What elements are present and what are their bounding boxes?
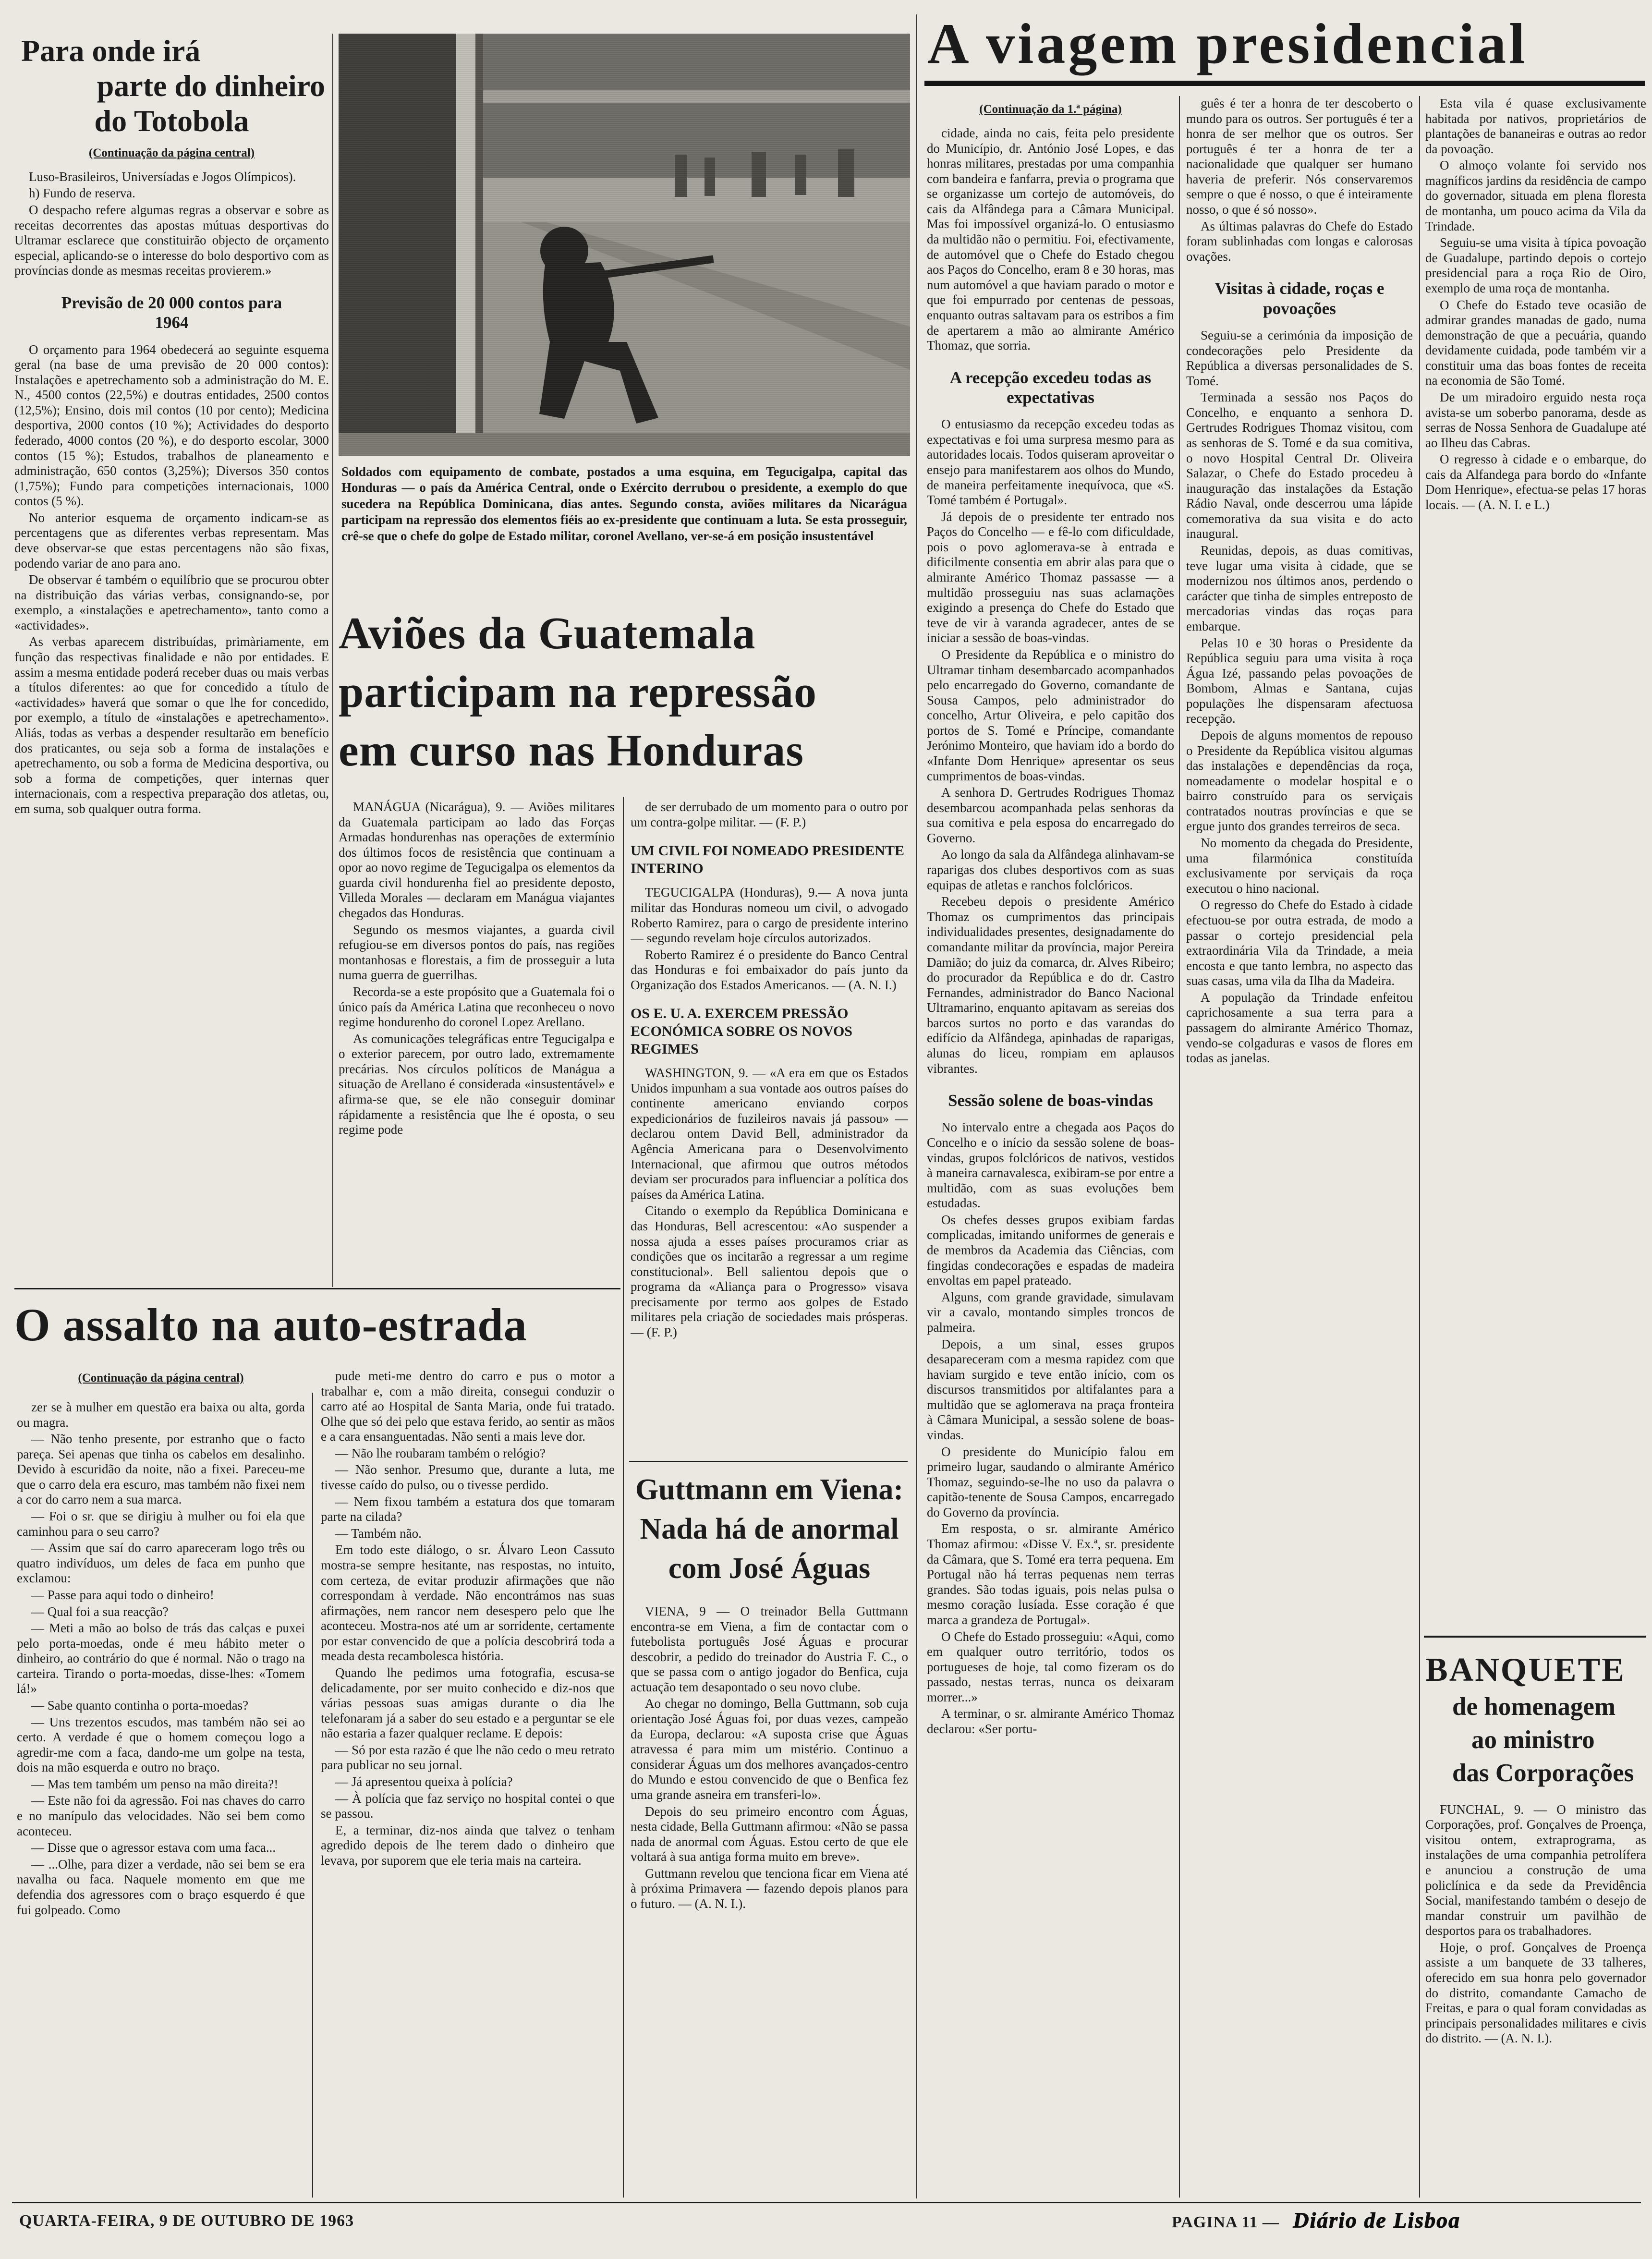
section-rule (629, 1461, 908, 1462)
paragraph: Já depois de o presidente ter entrado nos Paços do Concelho — e fê-lo com dificuldade, pois o povo aglomerava-se à entrada e dificilmente consentia em abrir alas para que o almirante Américo Thomaz passasse — a multidão prosseguiu nas suas aclamações exigindo a presença do Chefe do Estado que teve de vir à varanda agradecer, antes de se iniciar a sessão de boas-vindas. (927, 509, 1174, 645)
article-body (321, 1369, 615, 1869)
avioes-headline (339, 604, 910, 780)
paragraph: De observar é também o equilíbrio que se procurou obter na distribuição das várias verbas, consignando-se, por exemplo, a «instalações e apetrechamento», tanto como a «actividades». (14, 572, 329, 632)
article-body (1425, 96, 1646, 513)
headline-line: Nada há de anormal (640, 1512, 899, 1545)
paragraph: — ...Olhe, para dizer a verdade, não sei bem se era navalha ou faca. Naquele momento em que me defendia dos agressores com o braço esquerdo é que fui golpeado. Como (17, 1857, 305, 1917)
paragraph: O Chefe do Estado prosseguiu: «Aqui, como em qualquer outro território, todos os portugueses de hoje, tal como fizeram os do passado, nestas terras, nunca os deixaram morrer...» (927, 1629, 1174, 1704)
paragraph: — Foi o sr. que se dirigiu à mulher ou foi ela que caminhou para o seu carro? (17, 1509, 305, 1539)
paragraph: — Já apresentou queixa à polícia? (335, 1774, 513, 1789)
guttmann-headline (631, 1470, 908, 1588)
headline-line: em curso nas Honduras (339, 726, 804, 776)
paragraph: Em resposta, o sr. almirante Américo Thomaz afirmou: «Disse V. Ex.ª, sr. presidente da Câmara, que S. Tomé era terra pequena. Em Portugal não há terras pequenas nem terras grandes. São todas iguais, pois nelas pulsa o mesmo coração lusíada. Esse coração é que marca a grandeza de Portugal». (927, 1521, 1174, 1627)
paragraph: guês é ter a honra de ter descoberto o mundo para os outros. Ser português é ter a honra de ser melhor que os outros. Ser português é ter a honra de ter a nacionalidade que qualquer ser humano haveria de preferir. Nós conservaremos sempre o que é nosso, o que é inteiramente nosso, o que é só nosso». (1186, 96, 1413, 217)
article-body (631, 1066, 908, 1340)
paragraph: — Este não foi da agressão. Foi nas chaves do carro e no manípulo das velocidades. Não sei bem como aconteceu. (17, 1793, 305, 1838)
article-body (1186, 96, 1413, 264)
column-rule (1179, 96, 1180, 2198)
paragraph: zer se à mulher em questão era baixa ou alta, gorda ou magra. (17, 1400, 305, 1430)
article-banquete (1425, 1650, 1646, 2192)
paragraph: O orçamento para 1964 obedecerá ao seguinte esquema geral (na base de uma previsão de 20 000 contos): Instalações e apetrechamento sob a administração do M. E. N., 4500 contos (22,5%) e doutras entidades, 2500 contos (12,5%); Ensino, dois mil contos (10 por cento); Medicina desportiva, 2000 contos (10 %); Actividades do desporto federado, 4000 contos (20 %), e do desporto escolar, 3000 contos (15 %); Estudos, trabalhos de planeamento e administração, 650 contos (3,25%); Diversos 350 contos (1,75%); Fundo para competições internacionais, 1000 contos (5 %). (14, 342, 329, 509)
article-body (14, 170, 329, 279)
continuation-note: (Continuação da 1.ª página) (979, 103, 1122, 116)
assalto-column-2 (321, 1369, 615, 2192)
paragraph: No intervalo entre a chegada aos Paços do Concelho e o início da sessão solene de boas-vindas, grupos folclóricos de nativos, vestidos à maneira carnavalesca, exibiram-se por entre a multidão, com as suas evoluções bem estudadas. (927, 1120, 1174, 1211)
article-body (1186, 328, 1413, 1066)
paragraph: Ao longo da sala da Alfândega alinhavam-se raparigas dos clubes desportivos com as suas equipas de atletas e ranchos folclóricos. (927, 847, 1174, 892)
banquete-headline (1425, 1650, 1646, 1790)
paragraph: — Passe para aqui todo o dinheiro! (31, 1587, 214, 1602)
guttmann-article (631, 1604, 908, 2192)
paragraph: A população da Trindade enfeitou caprichosamente a sua terra para a passagem do almirante Américo Thomaz, vendo-se colgaduras e vasos de flores em todas as janelas. (1186, 990, 1413, 1066)
column-rule (623, 797, 624, 2198)
headline-line: do Totobola (94, 103, 249, 138)
paragraph: Quando lhe pedimos uma fotografia, escusa-se delicadamente, por ser muito conhecido e diz-nos que várias pessoas suas amigas durante o dia lhe telefonaram já a saber do seu estado e a perguntar se ele não estaria a fazer qualquer reclame. E depois: (321, 1665, 615, 1741)
paragraph: Terminada a sessão nos Paços do Concelho, e enquanto a senhora D. Gertrudes Rodrigues Thomaz visitou, com as senhoras de S. Tomé e da sua comitiva, o novo Hospital Central Dr. Oliveira Salazar, o Chefe do Estado procedeu à inauguração das instalações da Estação Rádio Naval, onde descerrou uma lápide comemorativa da sua visita e do acto inaugural. (1186, 390, 1413, 541)
article-body (17, 1400, 305, 1918)
article-body (631, 1604, 908, 1912)
column-rule (312, 1393, 313, 2198)
continuation-note: (Continuação da página central) (78, 1372, 244, 1385)
headline-line: participam na repressão (339, 667, 817, 717)
subhead-visitas: Visitas à cidade, roças e povoações (1215, 279, 1385, 318)
assalto-headline: O assalto na auto-estrada (14, 1299, 527, 1350)
headline-line: de homenagem (1452, 1693, 1616, 1721)
continuation-note: (Continuação da página central) (88, 146, 255, 159)
paragraph: — Também não. (335, 1526, 422, 1541)
footer-rule (12, 2202, 1641, 2203)
photo-block (339, 34, 910, 544)
footer-right-group (1172, 2207, 1460, 2233)
paragraph: TEGUCIGALPA (Honduras), 9.— A nova junta militar das Honduras nomeou um civil, o advogado Roberto Ramirez, para o cargo de presidente interino — segundo revelam hoje círculos autorizados. (631, 885, 908, 946)
photo-caption: Soldados com equipamento de combate, postados a uma esquina, em Tegucigalpa, capital das Honduras — o país da América Central, onde o Exército derrubou o presidente, a exemplo do que sucedera na República Dominicana, dias antes. Segundo consta, aviões militares da Nicarágua participam na repressão dos elementos fiéis ao ex-presidente que continuam a luta. Se esta prosseguir, crê-se que o chefe do golpe de Estado militar, coronel Avellano, ver-se-á em posição insustentável (341, 464, 907, 543)
footer-date: QUARTA-FEIRA, 9 DE OUTUBRO DE 1963 (19, 2212, 354, 2230)
section-rule (1424, 1636, 1646, 1638)
paragraph: A senhora D. Gertrudes Rodrigues Thomaz desembarcou acompanhada pelas senhoras da sua comitiva e pela esposa do encarregado do Governo. (927, 785, 1174, 845)
totobola-headline (14, 34, 329, 139)
article-body (631, 800, 908, 830)
paragraph: Luso-Brasileiros, Universíadas e Jogos Olímpicos). (29, 169, 296, 184)
paragraph: cidade, ainda no cais, feita pelo presidente do Município, dr. António José Lopes, e das honras militares, prestadas por uma companhia com bandeira e fanfarra, previa o programa que se organizasse um cortejo de automóveis, do cais da Alfândega para a Câmara Municipal. Mas foi impossível organizá-lo. O entusiasmo da multidão não o permitiu. Foi, efectivamente, de automóvel que o Chefe do Estado chegou aos Paços do Concelho, eram 8 e 30 horas, mas num automóvel a que haviam parado o motor e que foi empurrado por centenas de pessoas, enquanto outras saltavam para os estribos a fim de apertarem a mão ao almirante Américo Thomaz, que sorria. (927, 126, 1174, 353)
article-body (1425, 1802, 1646, 2046)
paragraph: O Presidente da República e o ministro do Ultramar tinham desembarcado acompanhados pelo encarregado do Governo, comandante de Sousa Campos, pelo administrador do concelho, Artur Oliveira, e pelo capitão dos portos de S. Tomé e Príncipe, comandante Jerónimo Monteiro, que haviam ido a bordo do «Infante Dom Henrique» apresentar os seus cumprimentos de boas-vindas. (927, 647, 1174, 783)
article-body (631, 885, 908, 993)
newspaper-nameplate: Diário de Lisboa (1292, 2208, 1460, 2232)
paragraph: Recebeu depois o presidente Américo Thomaz os cumprimentos das principais individualidades presentes, designadamente do comandante militar da província, major Pereira Damião; do juiz da comarca, dr. Alves Ribeiro; do procurador da República e do dr. Castro Fernandes, administrador do Banco Nacional Ultramarino, enquanto apitavam as sereias dos barcos surtos no porto e das varandas do edifício da Alfândega, apinhadas de raparigas, alunas do liceu, rompiam em aplausos vibrantes. (927, 894, 1174, 1076)
paragraph: Esta vila é quase exclusivamente habitada por nativos, proprietários de plantações de bananeiras e outras ao redor da povoação. (1425, 96, 1646, 156)
headline-line: Para onde irá (21, 34, 201, 68)
paragraph: — Nem fixou também a estatura dos que tomaram parte na cilada? (321, 1494, 615, 1524)
paragraph: E, a terminar, diz-nos ainda que talvez o tenham agredido depois de lhe terem dado o dinheiro que levava, por suporem que ele teria mais na carteira. (321, 1822, 615, 1868)
paragraph: WASHINGTON, 9. — «A era em que os Estados Unidos impunham a sua vontade aos outros países do continente americano enviando corpos expedicionários de fuzileiros navais já passou» — declarou ontem David Bell, administrador da Agência Americana para o Desenvolvimento Internacional, que afirmou que outros métodos deviam ser procurados para influenciar a política dos países da América Latina. (631, 1066, 908, 1202)
paragraph: Recorda-se a este propósito que a Guatemala foi o único país da América Latina que reconheceu o novo regime hondurenho do coronel Lopez Arellano. (339, 984, 615, 1030)
subhead-sessao-solene: Sessão solene de boas-vindas (948, 1091, 1153, 1110)
paragraph: O presidente do Município falou em primeiro lugar, saudando o almirante Américo Thomaz, seguindo-se-lhe no uso da palavra o capitão-tenente de Sousa Campos, encarregado do Governo da província. (927, 1444, 1174, 1519)
paragraph: Reunidas, depois, as duas comitivas, teve lugar uma visita à cidade, que se modernizou nos últimos anos, perdendo o carácter que tinha de simples entreposto de mercadorias vindas das roças para embarque. (1186, 543, 1413, 633)
paragraph: O regresso à cidade e o embarque, do cais da Alfandega para bordo do «Infante Dom Henrique», efectua-se pelas 17 horas locais. — (A. N. I. e L.) (1425, 452, 1646, 512)
paragraph: O regresso do Chefe do Estado à cidade efectuou-se por outra estrada, de modo a passar o cortejo presidencial pela extraordinária Vila da Trindade, a meia encosta e que tanto lembra, no aspecto das suas casas, uma vila da Ilha da Madeira. (1186, 898, 1413, 988)
paragraph: A terminar, o sr. almirante Américo Thomaz declarou: «Ser portu- (927, 1706, 1174, 1736)
article-body (927, 1120, 1174, 1737)
paragraph: Segundo os mesmos viajantes, a guarda civil refugiou-se em diversos pontos do país, nas regiões montanhosas e florestais, a fim de prosseguir a luta numa guerra de guerrilhas. (339, 922, 615, 983)
photo-illustration (339, 34, 910, 456)
paragraph: Roberto Ramirez é o presidente do Banco Central das Honduras e foi embaixador do país junto da Organização dos Estados Americanos. — (A. N. I.) (631, 947, 908, 992)
paragraph: Seguiu-se a cerimónia da imposição de condecorações pelo Presidente da República a diversas personalidades de S. Tomé. (1186, 328, 1413, 388)
paragraph: — Qual foi a sua reacção? (31, 1604, 169, 1619)
paragraph: Alguns, com grande gravidade, simulavam vir a cavalo, montando simples troncos de palmeira. (927, 1289, 1174, 1335)
paragraph: VIENA, 9 — O treinador Bella Guttmann encontra-se em Viena, a fim de contactar com o futebolista português José Águas e procurar descobrir, a pedido do treinador do Austria F. C., o que se passa com o antigo jogador do Benfica, cuja actuação tem desapontado o seu novo clube. (631, 1604, 908, 1694)
paragraph: FUNCHAL, 9. — O ministro das Corporações, prof. Gonçalves de Proença, visitou ontem, extraprograma, as instalações de uma companhia petrolífera e anunciou a construção de uma policlínica e da sede da Previdência Social, manifestando também o desejo de mandar construir um pavilhão de desportos para os trabalhadores. (1425, 1802, 1646, 1938)
column-rule (1419, 96, 1420, 2198)
headline-line: BANQUETE (1425, 1652, 1626, 1688)
viagem-headline: A viagem presidencial (924, 13, 1645, 86)
paragraph: Em todo este diálogo, o sr. Álvaro Leon Cassuto mostra-se sempre hesitante, nas respostas, no intuito, com certeza, de evitar produzir afirmações que não correspondam à verdade. Não encontrámos nas suas afirmações, nem rancor nem desespero pelo que lhe aconteceu. Mostra-nos até um ar sorridente, certamente por estar convencido de que a polícia descobrirá toda a meada desta recambolesca história. (321, 1542, 615, 1664)
paragraph: As verbas aparecem distribuídas, primàriamente, em função das respectivas finalidade e não por entidades. E assim a mesma entidade poderá receber duas ou mais verbas a títulos diferentes: ao que for concedido a título de «actividades» haverá que somar o que lhe for concedido, por exemplo, a título de «instalações e apetrechamento». Aliás, todas as verbas a despender resultarão em benefício dos praticantes, ou seja sob a forma de instalações e apetrechamento, ou sob a forma de Medicina desportiva, ou sob a forma de competições, quer internas quer internacionais, com a respectiva preparação dos atletas, ou, em suma, sob qualquer outra forma. (14, 634, 329, 816)
photo-honduras-soldier (339, 34, 910, 456)
subhead-eua-pressao: OS E. U. A. EXERCEM PRESSÃO ECONÓMICA SOBRE OS NOVOS REGIMES (631, 1006, 852, 1057)
paragraph: Hoje, o prof. Gonçalves de Proença assiste a um banquete de 33 talheres, oferecido em sua honra pelo governador do distrito, comandante Camacho de Freitas, e para o qual foram convidadas as principais personalidades militares e civis do distrito. — (A. N. I.). (1425, 1940, 1646, 2046)
paragraph: No momento da chegada do Presidente, uma filarmónica constituída exclusivamente por serviçais da roça executou o hino nacional. (1186, 836, 1413, 896)
paragraph: O entusiasmo da recepção excedeu todas as expectativas e foi uma surpresa mesmo para as autoridades locais. Todos quiseram aproveitar o ensejo para manifestarem aos olhos do Mundo, de maneira perfeitamente inequívoca, que «S. Tomé também é Portugal». (927, 417, 1174, 508)
paragraph: O almoço volante foi servido nos magníficos jardins da residência de campo do governador, situada em plena floresta de montanha, um pouco acima da Vila da Trindade. (1425, 158, 1646, 233)
article-body (927, 417, 1174, 1076)
paragraph: — Mas tem também um penso na mão direita?! (31, 1776, 279, 1791)
section-rule (14, 1288, 620, 1289)
headline-line: com José Águas (668, 1552, 871, 1585)
article-body (14, 342, 329, 817)
paragraph: — Disse que o agressor estava com uma faca... (31, 1840, 276, 1855)
paragraph: Seguiu-se uma visita à típica povoação de Guadalupe, partindo depois o cortejo presidencial para a roça Rio de Oiro, exemplo de uma roça de montanha. (1425, 235, 1646, 295)
paragraph: O despacho refere algumas regras a observar e sobre as receitas decorrentes das apostas mútuas desportivas do Ultramar esclarece que constituirão objecto de orçamento especial, aplicando-se o interesse do bolo desportivo com as províncias donde as mesmas receitas provierem.» (14, 203, 329, 278)
viagem-column-2 (1186, 96, 1413, 2191)
headline-line: Guttmann em Viena: (635, 1473, 903, 1506)
subhead-previsao: Previsão de 20 000 contos para 1964 (61, 293, 282, 332)
article-body (339, 800, 615, 1138)
paragraph: — Não lhe roubaram também o relógio? (335, 1445, 546, 1460)
column-rule (916, 14, 917, 2198)
paragraph: — Uns trezentos escudos, mas também não sei ao certo. A verdade é que o homem começou logo a agredir-me com a faca, dando-me um golpe na testa, dois na mão esquerda e outro no braço. (17, 1714, 305, 1775)
avioes-column-1 (339, 800, 615, 1282)
paragraph: — Não tenho presente, por estranho que o facto pareça. Sei apenas que tinha os cabelos em desalinho. Devido à escuridão da noite, não a fixei. Pareceu-me que o carro dela era escuro, mas também não fixei nem a cor do carro nem a sua marca. (17, 1432, 305, 1507)
subhead-civil-presidente: UM CIVIL FOI NOMEADO PRESIDENTE INTERINO (631, 843, 905, 876)
paragraph: MANÁGUA (Nicarágua), 9. — Aviões militares da Guatemala participam ao lado das Forças Armadas hondurenhas nas operações de extermínio dos últimos focos de resistência que continuam a opor ao novo regime de Tegucigalpa os elementos da guarda civil hondurenha fiel ao presidente deposto, Villeda Morales — declaram em Manágua viajantes chegados das Honduras. (339, 800, 615, 921)
paragraph: Os chefes desses grupos exibiam fardas complicadas, imitando uniformes de generais e de membros da Academia das Ciências, com fingidas condecorações e espadas de madeira envoltas em papel prateado. (927, 1212, 1174, 1288)
paragraph: De um miradoiro erguido nesta roça avista-se um soberbo panorama, desde as serras de Nossa Senhora de Guadalupe até ao Ilheu das Cabras. (1425, 389, 1646, 450)
headline-line: Aviões da Guatemala (339, 608, 756, 658)
paragraph: O Chefe do Estado teve ocasião de admirar grandes manadas de gado, numa demonstração de que a pecuária, quando devidamente cuidada, pode também vir a constituir uma das boas fontes de receita na economia de São Tomé. (1425, 297, 1646, 388)
paragraph: Depois de alguns momentos de repouso o Presidente da República visitou algumas das instalações e dependências da roça, nomeadamente o modelar hospital e o bairro construído para os serviçais contratados noutras províncias e que se ergue junto dos grandes terreiros de seca. (1186, 728, 1413, 834)
avioes-column-2 (631, 800, 908, 1420)
paragraph: Guttmann revelou que tenciona ficar em Viena até à próxima Primavera — fazendo depois planos para o futuro. — (A. N. I.). (631, 1866, 908, 1911)
article-totobola (14, 34, 329, 1286)
viagem-column-3 (1425, 96, 1646, 1623)
paragraph: — Só por esta razão é que lhe não cedo o meu retrato para publicar no seu jornal. (321, 1742, 615, 1773)
footer-page-number: PAGINA 11 — (1172, 2213, 1279, 2231)
subhead-recepcao: A recepção excedeu todas as expectativas (949, 368, 1152, 407)
paragraph: Depois do seu primeiro encontro com Águas, nesta cidade, Bella Guttmann afirmou: «Não se passa nada de anormal com Águas. Estou certo de que ele voltará à sua antiga forma muito em breve». (631, 1804, 908, 1864)
paragraph: Citando o exemplo da República Dominicana e das Honduras, Bell acrescentou: «Ao suspender a nossa ajuda a esses países procuramos criar as condições que os incitarão a regressar a um regime constitucional». Bell salientou depois que o programa da «Aliança para o Progresso» visava precisamente por termo aos golpes de Estado militares pela criação de sociedades mais prósperas. — (F. P.) (631, 1203, 908, 1339)
headline-line: das Corporações (1452, 1759, 1634, 1787)
headline-line: parte do dinheiro (97, 68, 325, 103)
paragraph: de ser derrubado de um momento para o outro por um contra-golpe militar. — (F. P.) (631, 800, 908, 829)
paragraph: Depois, a um sinal, esses grupos desapareceram com a mesma rapidez com que haviam surgido e teve então início, com os discursos transmitidos por altifalantes para a multidão que se aglomerava na praça fronteira à Câmara Municipal, a sessão solene de boas-vindas. (927, 1336, 1174, 1442)
paragraph: Pelas 10 e 30 horas o Presidente da República seguiu para uma visita à roça Água Izé, passando pelas povoações de Bombom, Almas e Santana, cujas populações lhe dispensaram afectuosa recepção. (1186, 635, 1413, 726)
headline-line: ao ministro (1471, 1725, 1595, 1754)
column-rule (332, 34, 333, 1287)
paragraph: — Não senhor. Presumo que, durante a luta, me tivesse caído do pulso, ou o tivesse perdido. (321, 1462, 615, 1493)
paragraph: h) Fundo de reserva. (29, 186, 135, 201)
paragraph: pude meti-me dentro do carro e pus o motor a trabalhar e, com a mão direita, consegui conduzir o carro até ao Hospital de Santa Maria, onde fui tratado. Olhe que só dei pelo que estava ferido, ao sentir as mãos e a cara ensanguentadas. Não senti a mais leve dor. (321, 1369, 615, 1444)
assalto-column-1 (17, 1400, 305, 2192)
paragraph: — Sabe quanto continha o porta-moedas? (31, 1698, 249, 1712)
paragraph: — Meti a mão ao bolso de trás das calças e puxei pelo porta-moedas, onde é meu hábito meter o dinheiro, ao contrário do que é normal. Não o trago na carteira. Tirando o porta-moedas, disse-lhes: «Tomem lá!» (17, 1621, 305, 1696)
viagem-column-1 (927, 126, 1174, 2191)
article-body (927, 126, 1174, 353)
paragraph: As últimas palavras do Chefe do Estado foram sublinhadas com longas e calorosas ovações. (1186, 219, 1413, 264)
paragraph: — À polícia que faz serviço no hospital contei o que se passou. (321, 1791, 615, 1821)
paragraph: — Assim que saí do carro apareceram logo três ou quatro indivíduos, um deles de faca em punho que exclamou: (17, 1541, 305, 1586)
paragraph: Ao chegar no domingo, Bella Guttmann, sob cuja orientação José Águas foi, por duas vezes, campeão da Europa, declarou: «A suposta crise que Águas atravessa é para mim um mistério. Continuo a considerar Águas um dos melhores avançados-centro do Mundo e estou convencido de que o Benfica fez uma grande asneira em transferi-lo». (631, 1696, 908, 1802)
paragraph: As comunicações telegráficas entre Tegucigalpa e o exterior parecem, por outro lado, extremamente precárias. Nos círculos políticos de Manágua a situação de Arellano é considerada «insustentável» e afirma-se que, se ele não conseguir dominar rápidamente a resistência que lhe é oposta, o seu regime pode (339, 1031, 615, 1137)
paragraph: No anterior esquema de orçamento indicam-se as percentagens que as diferentes verbas representam. Mas deve observar-se que estas percentagens não são fixas, podendo variar de ano para ano. (14, 510, 329, 571)
